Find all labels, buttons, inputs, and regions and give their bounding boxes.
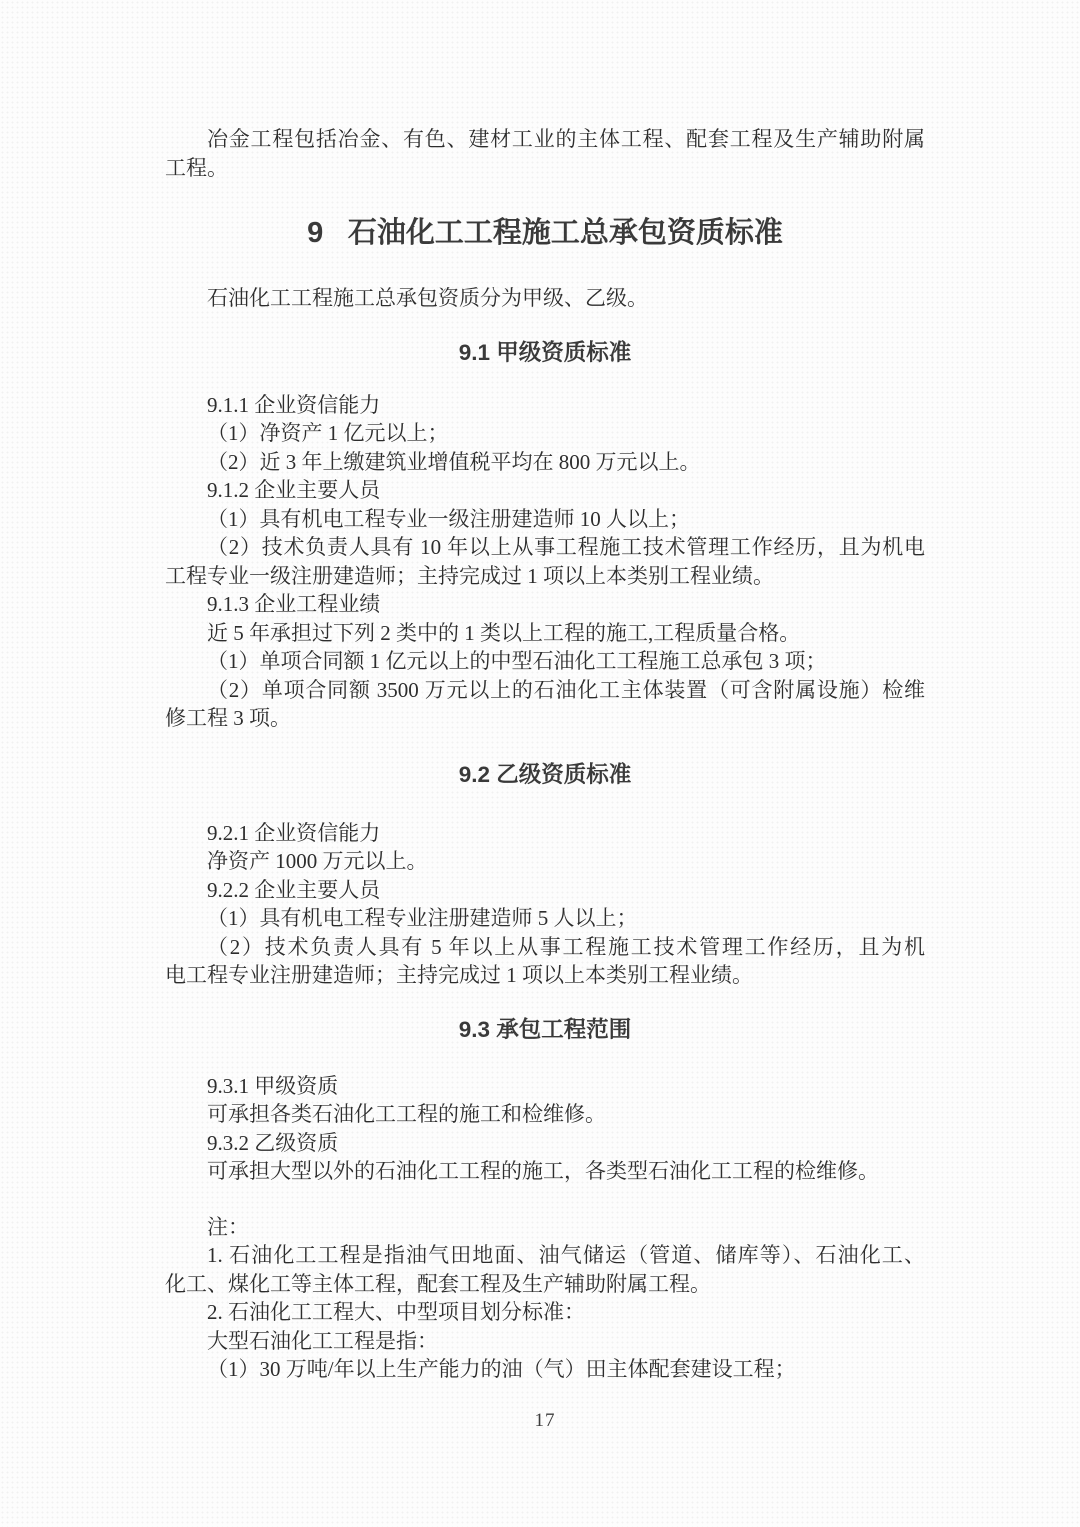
text-line: （1）具有机电工程专业一级注册建造师 10 人以上； <box>207 506 690 531</box>
section-heading-9-1: 9.1 甲级资质标准 <box>458 339 632 365</box>
text-line: （1）单项合同额 1 亿元以上的中型石油化工工程施工总承包 3 项； <box>207 649 827 673</box>
text-line: （2）单项合同额 3500 万元以上的石油化工主体装置（可含附属设施）检维 <box>207 677 925 702</box>
text-line: （1）30 万吨/年以上生产能力的油（气）田主体配套建设工程； <box>207 1357 796 1381</box>
text-line: （1）具有机电工程专业注册建造师 5 人以上； <box>207 906 638 930</box>
text-line: 修工程 3 项。 <box>165 706 291 730</box>
text-line: 工程。 <box>165 155 228 180</box>
section-body-9-3 <box>165 1072 925 1186</box>
notes-block <box>165 1213 925 1384</box>
text-line: 9.3.2 乙级资质 <box>207 1130 339 1155</box>
text-line: （2）近 3 年上缴建筑业增值税平均在 800 万元以上。 <box>207 449 701 474</box>
text-line: 可承担大型以外的石油化工工程的施工，各类型石油化工工程的检维修。 <box>207 1159 879 1183</box>
text-line: 电工程专业注册建造师；主持完成过 1 项以上本类别工程业绩。 <box>165 963 753 987</box>
chapter-lead-paragraph: 石油化工工程施工总承包资质分为甲级、乙级。 <box>207 286 648 310</box>
text-line: 近 5 年承担过下列 2 类中的 1 类以上工程的施工,工程质量合格。 <box>207 620 801 645</box>
text-line: 9.1.3 企业工程业绩 <box>207 592 381 616</box>
section-heading-9-3: 9.3 承包工程范围 <box>458 1016 632 1042</box>
text-line: 冶金工程包括冶金、有色、建材工业的主体工程、配套工程及生产辅助附属 <box>207 127 925 151</box>
text-line: 9.2.2 企业主要人员 <box>207 877 381 902</box>
text-line: 9.1.1 企业资信能力 <box>207 392 381 417</box>
section-body-9-1 <box>165 391 925 733</box>
text-line: 2. 石油化工工程大、中型项目划分标准： <box>207 1300 585 1324</box>
text-line: 注： <box>207 1214 249 1239</box>
text-line: 9.2.1 企业资信能力 <box>207 820 381 845</box>
section-heading-9-2: 9.2 乙级资质标准 <box>458 761 632 787</box>
text-line: 净资产 1000 万元以上。 <box>207 849 428 873</box>
text-line: 化工、煤化工等主体工程，配套工程及生产辅助附属工程。 <box>165 1271 711 1296</box>
text-line: 9.1.2 企业主要人员 <box>207 478 381 502</box>
chapter-number: 9 <box>307 217 324 249</box>
text-line: （2）技术负责人具有 10 年以上从事工程施工技术管理工作经历，且为机电 <box>207 535 925 559</box>
chapter-title: 石油化工工程施工总承包资质标准 <box>347 217 783 249</box>
text-line: 可承担各类石油化工工程的施工和检维修。 <box>207 1102 606 1126</box>
page-footer <box>165 1408 925 1434</box>
text-line: 工程专业一级注册建造师；主持完成过 1 项以上本类别工程业绩。 <box>165 563 774 588</box>
text-line: 9.3.1 甲级资质 <box>207 1073 339 1098</box>
chapter-heading <box>165 212 925 254</box>
text-line: 1. 石油化工工程是指油气田地面、油气储运（管道、储库等）、石油化工、 <box>207 1243 925 1267</box>
text-line: （1）净资产 1 亿元以上； <box>207 421 449 445</box>
text-line: 大型石油化工工程是指： <box>207 1328 438 1353</box>
intro-paragraph <box>165 125 925 182</box>
section-body-9-2 <box>165 819 925 990</box>
page-number: 17 <box>534 1409 556 1431</box>
text-line: （2）技术负责人具有 5 年以上从事工程施工技术管理工作经历，且为机 <box>207 934 925 959</box>
